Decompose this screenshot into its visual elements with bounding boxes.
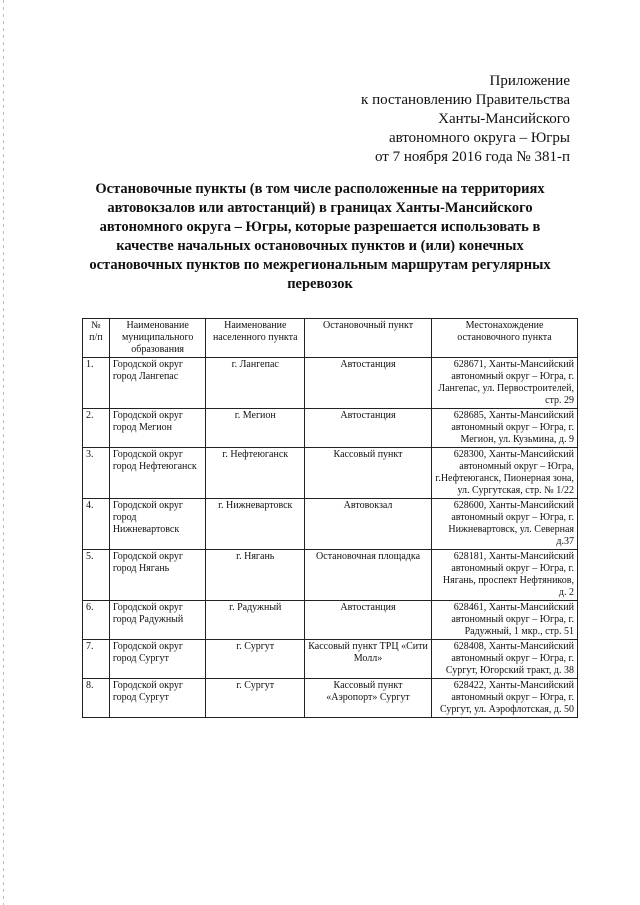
title-line: качестве начальных остановочных пунктов и (или) конечных [116,238,524,254]
address-cell: 628685, Ханты-Мансийский автономный округ – Югра, г. Мегион, ул. Кузьмина, д. 9 [432,409,578,448]
stop-cell: Кассовый пункт ТРЦ «Сити Молл» [305,640,432,679]
title-line: остановочных пунктов по межрегиональным маршрутам регулярных [89,257,551,273]
stop-cell: Кассовый пункт «Аэропорт» Сургут [305,679,432,718]
header-number: № п/п [83,319,110,358]
stop-cell: Кассовый пункт [305,448,432,499]
locality-cell: г. Сургут [206,640,305,679]
municipality-cell: Городской округ город Лангепас [109,358,206,409]
row-number-cell: 4. [83,499,110,550]
appendix-header [361,72,570,167]
title-line: автовокзалов или автостанций) в границах Ханты-Мансийского [107,200,533,216]
header-municipality: Наименование муниципального образования [109,319,206,358]
header-address: Местонахождение остановочного пункта [432,319,578,358]
table-row [83,679,578,718]
municipality-cell: Городской округ город Нижневартовск [109,499,206,550]
locality-cell: г. Радужный [206,601,305,640]
address-cell: 628422, Ханты-Мансийский автономный округ – Югра, г. Сургут, ул. Аэрофлотская, д. 50 [432,679,578,718]
appendix-line: от 7 ноября 2016 года № 381-п [375,149,570,165]
municipality-cell: Городской округ город Радужный [109,601,206,640]
table-row [83,358,578,409]
row-number-cell: 1. [83,358,110,409]
address-cell: 628181, Ханты-Мансийский автономный округ – Югра, г. Нягань, проспект Нефтяников, д. 2 [432,550,578,601]
municipality-cell: Городской округ город Сургут [109,640,206,679]
appendix-line: Приложение [489,73,570,89]
row-number-cell: 7. [83,640,110,679]
address-cell: 628600, Ханты-Мансийский автономный округ – Югра, г. Нижневартовск, ул. Северная д.37 [432,499,578,550]
appendix-line: к постановлению Правительства [361,92,570,108]
stop-cell: Остановочная площадка [305,550,432,601]
row-number-cell: 5. [83,550,110,601]
municipality-cell: Городской округ город Нефтеюганск [109,448,206,499]
row-number-cell: 8. [83,679,110,718]
stops-table [82,318,578,718]
address-cell: 628461, Ханты-Мансийский автономный округ – Югра, г. Радужный, 1 мкр., стр. 51 [432,601,578,640]
municipality-cell: Городской округ город Нягань [109,550,206,601]
row-number-cell: 3. [83,448,110,499]
row-number-cell: 6. [83,601,110,640]
address-cell: 628408, Ханты-Мансийский автономный округ – Югра, г. Сургут, Югорский тракт, д. 38 [432,640,578,679]
table-row [83,409,578,448]
stop-cell: Автовокзал [305,499,432,550]
appendix-line: автономного округа – Югры [388,130,570,146]
address-cell: 628671, Ханты-Мансийский автономный округ – Югра, г. Лангепас, ул. Первостроителей, стр. 29 [432,358,578,409]
page-edge [3,0,4,905]
table-row [83,601,578,640]
document-title [70,180,570,294]
locality-cell: г. Нягань [206,550,305,601]
locality-cell: г. Нефтеюганск [206,448,305,499]
municipality-cell: Городской округ город Сургут [109,679,206,718]
stop-cell: Автостанция [305,601,432,640]
table-row [83,499,578,550]
title-line: перевозок [287,276,353,292]
stop-cell: Автостанция [305,409,432,448]
header-stop: Остановочный пункт [305,319,432,358]
locality-cell: г. Мегион [206,409,305,448]
locality-cell: г. Нижневартовск [206,499,305,550]
row-number-cell: 2. [83,409,110,448]
title-line: автономного округа – Югры, которые разрешается использовать в [99,219,541,235]
appendix-line: Ханты-Мансийского [438,111,570,127]
title-line: Остановочные пункты (в том числе расположенные на территориях [95,181,545,197]
table-row [83,550,578,601]
table-body [83,358,578,718]
header-locality: Наименование населенного пункта [206,319,305,358]
table-row [83,640,578,679]
stop-cell: Автостанция [305,358,432,409]
address-cell: 628300, Ханты-Мансийский автономный округ – Югра, г.Нефтеюганск, Пионерная зона, ул. Сургутская, стр. № 1/22 [432,448,578,499]
locality-cell: г. Лангепас [206,358,305,409]
locality-cell: г. Сургут [206,679,305,718]
municipality-cell: Городской округ город Мегион [109,409,206,448]
table-header-row [83,319,578,358]
table-row [83,448,578,499]
